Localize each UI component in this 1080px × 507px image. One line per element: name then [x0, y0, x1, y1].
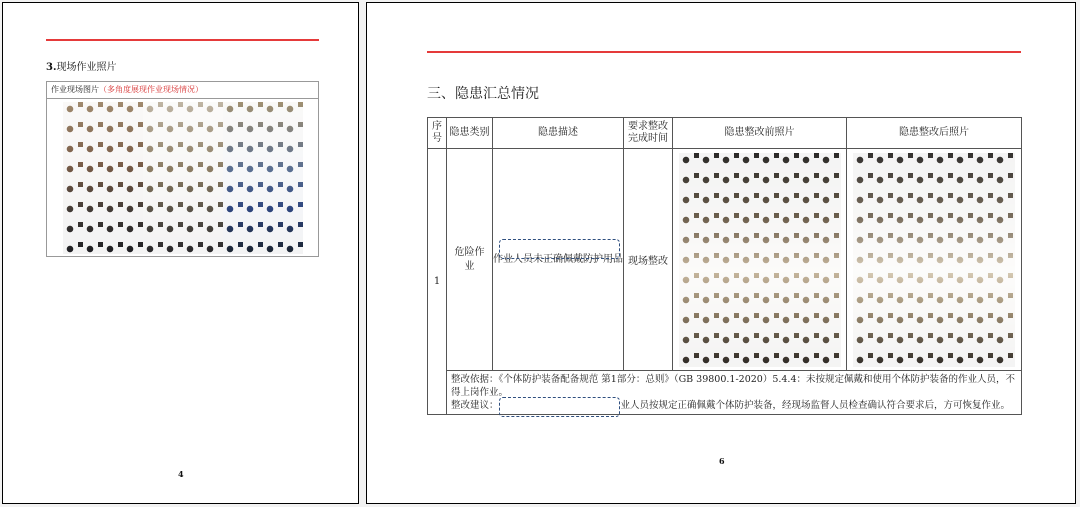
highlight-box-suggestion	[499, 397, 620, 417]
after-photo	[853, 153, 1015, 367]
site-photo	[63, 102, 143, 254]
header-index: 序号	[428, 118, 447, 149]
page-number: 6	[719, 456, 725, 466]
header-before-photo: 隐患整改前照片	[673, 118, 847, 149]
row-category: 危险作业	[447, 149, 493, 371]
before-photo-cell	[673, 149, 847, 371]
photo-box-header	[47, 82, 318, 99]
table-row	[428, 149, 1022, 371]
after-photo-cell	[847, 149, 1022, 371]
header-rule	[427, 51, 1021, 53]
section-heading: 3.现场作业照片	[46, 62, 117, 73]
header-deadline: 要求整改完成时间	[624, 118, 673, 149]
hazard-summary-table	[427, 117, 1022, 415]
site-photo	[223, 102, 303, 254]
rectification-suggestion: 整改建议： 业人员按规定正确佩戴个体防护装备，经现场监督人员检查确认符合要求后，方可恢复作业。	[451, 400, 1011, 411]
row-index: 1	[428, 149, 447, 415]
header-after-photo: 隐患整改后照片	[847, 118, 1022, 149]
before-photo	[679, 153, 841, 367]
section-title: 三、隐患汇总情况	[427, 86, 539, 102]
site-photos	[63, 102, 303, 254]
row-deadline: 现场整改	[624, 149, 673, 371]
page-number: 4	[178, 469, 184, 479]
site-photo	[143, 102, 223, 254]
rectification-basis: 整改依据：《个体防护装备配备规范 第1部分：总则》（GB 39800.1-2020）5.4.4：未按规定佩戴和使用个体防护装备的作业人员，不得上岗作业。	[451, 374, 1015, 398]
header-rule	[46, 39, 319, 41]
row-description: 作业人员未正确佩戴防护用品	[493, 149, 624, 371]
document-page-right	[366, 2, 1076, 504]
header-category: 隐患类别	[447, 118, 493, 149]
photo-box-label: 作业现场图片	[51, 85, 99, 94]
photo-box-note: （多角度展现作业现场情况）	[99, 85, 203, 94]
site-photo-box	[46, 81, 319, 257]
header-description: 隐患描述	[493, 118, 624, 149]
document-page-left	[2, 2, 359, 504]
table-header-row	[428, 118, 1022, 149]
highlight-box-description	[499, 239, 620, 259]
